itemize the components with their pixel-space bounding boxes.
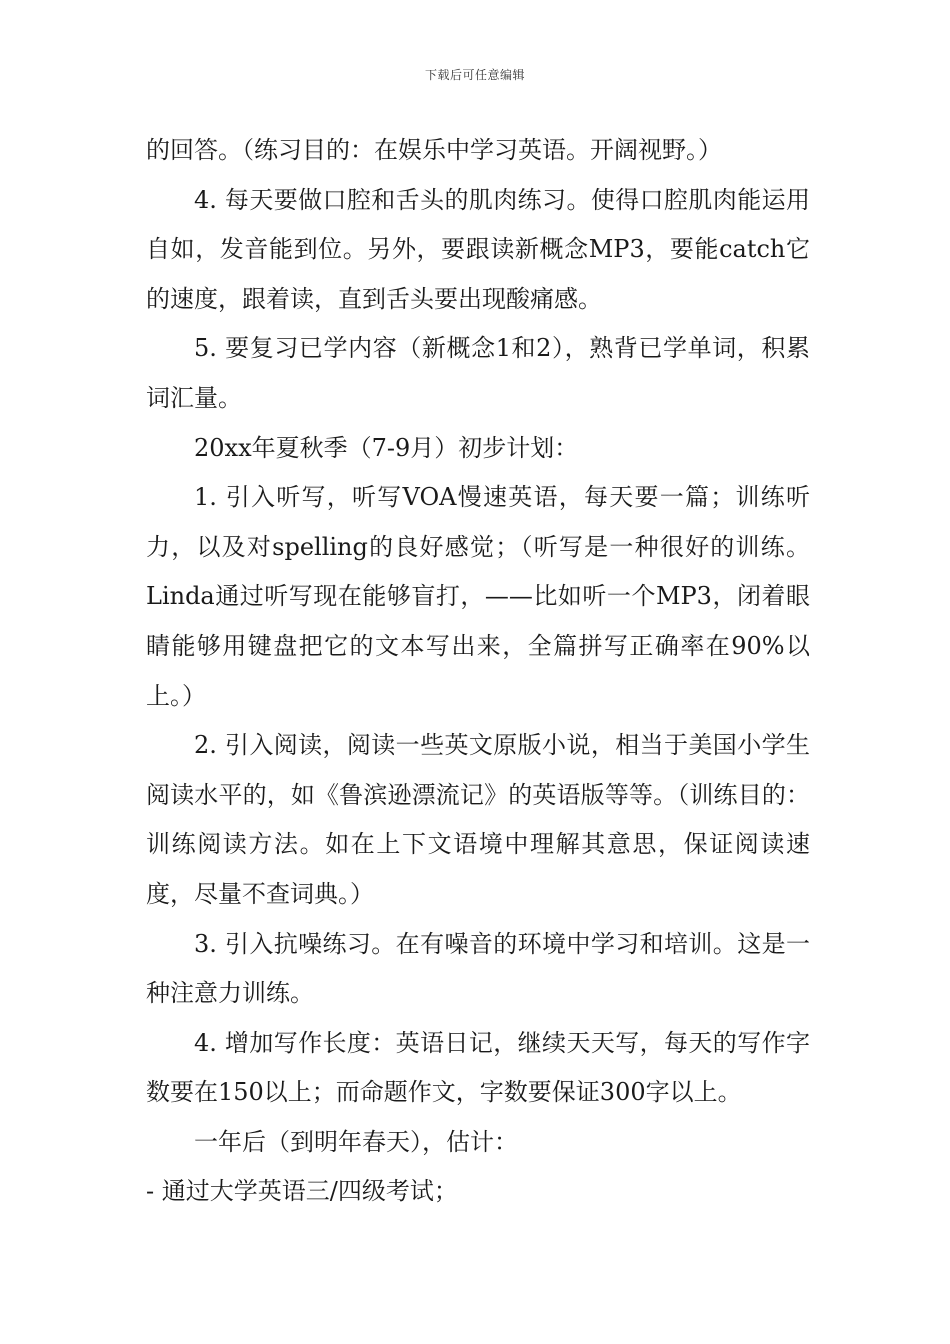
paragraph-item-5-review: 5. 要复习已学内容（新概念1和2），熟背已学单词，积累词汇量。 [146,334,810,412]
paragraph-estimate-heading: 一年后（到明年春天），估计： [194,1127,518,1156]
paragraph-item-2-reading: 2. 引入阅读，阅读一些英文原版小说，相当于美国小学生阅读水平的，如《鲁滨逊漂流记》的英语版等等。（训练目的：训练阅读方法。如在上下文语境中理解其意思，保证阅读速度，尽量不查词典。） [146,731,810,908]
paragraph-item-1-dictation: 1. 引入听写，听写VOA慢速英语，每天要一篇；训练听力，以及对spelling的良好感觉；（听写是一种很好的训练。Linda通过听写现在能够盲打，——比如听一个MP3，闭着眼睛能够用键盘把它的文本写出来，全篇拼写正确率在90%以上。） [146,483,810,710]
paragraph-item-4-mouth-exercise: 4. 每天要做口腔和舌头的肌肉练习。使得口腔肌肉能运用自如，发音能到位。另外，要跟读新概念MP3，要能catch它的速度，跟着读，直到舌头要出现酸痛感。 [146,185,810,313]
document-body [146,126,810,1217]
page-header: 下载后可任意编辑 [424,68,525,82]
paragraph-bullet-cet: - 通过大学英语三/四级考试； [146,1177,458,1206]
paragraph-plan-heading: 20xx年夏秋季（7-9月）初步计划： [194,433,579,462]
paragraph-item-4-writing: 4. 增加写作长度：英语日记，继续天天写，每天的写作字数要在150以上；而命题作文，字数要保证300字以上。 [146,1028,810,1107]
paragraph-continuation: 的回答。（练习目的：在娱乐中学习英语。开阔视野。） [146,136,722,164]
paragraph-item-3-noise: 3. 引入抗噪练习。在有噪音的环境中学习和培训。这是一种注意力训练。 [146,929,810,1008]
